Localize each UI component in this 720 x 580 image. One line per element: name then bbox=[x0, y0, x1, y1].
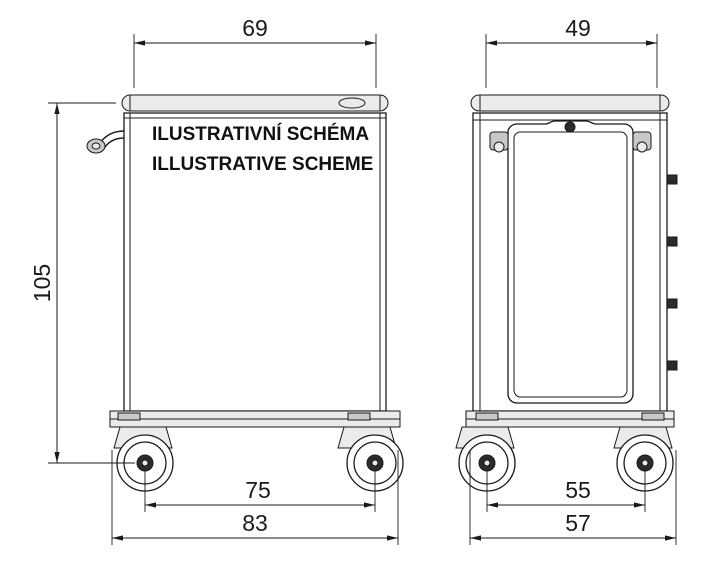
dimension-value-75: 75 bbox=[245, 477, 271, 503]
dimension-value-105: 105 bbox=[29, 263, 55, 303]
side-base-frame bbox=[466, 411, 674, 427]
dimension-front-width-top bbox=[134, 15, 376, 88]
side-top-rail bbox=[471, 95, 669, 111]
side-view bbox=[456, 15, 677, 545]
front-view bbox=[29, 15, 403, 545]
dimension-value-83: 83 bbox=[242, 510, 268, 536]
dimension-side-width-top bbox=[486, 15, 657, 88]
illustrative-scheme-line-1: ILUSTRATIVNÍ SCHÉMA bbox=[152, 124, 370, 145]
dimension-front-height-left bbox=[29, 103, 135, 463]
dimension-value-57: 57 bbox=[565, 510, 591, 536]
front-base-frame bbox=[110, 411, 400, 427]
dimension-value-55: 55 bbox=[565, 477, 591, 503]
side-inner-panel bbox=[508, 121, 633, 403]
dimension-value-49: 49 bbox=[565, 15, 591, 41]
side-caster-left bbox=[456, 427, 515, 491]
dimension-front-wheelbase bbox=[145, 470, 375, 512]
side-caster-right bbox=[614, 427, 673, 491]
side-drawer-marks bbox=[667, 175, 677, 370]
front-caster-right bbox=[338, 427, 403, 491]
front-side-latch bbox=[87, 131, 124, 153]
front-top-rail bbox=[122, 95, 388, 111]
front-caster-left bbox=[114, 427, 173, 491]
dimension-value-69: 69 bbox=[242, 15, 268, 41]
illustrative-scheme-line-2: ILLUSTRATIVE SCHEME bbox=[152, 154, 374, 175]
